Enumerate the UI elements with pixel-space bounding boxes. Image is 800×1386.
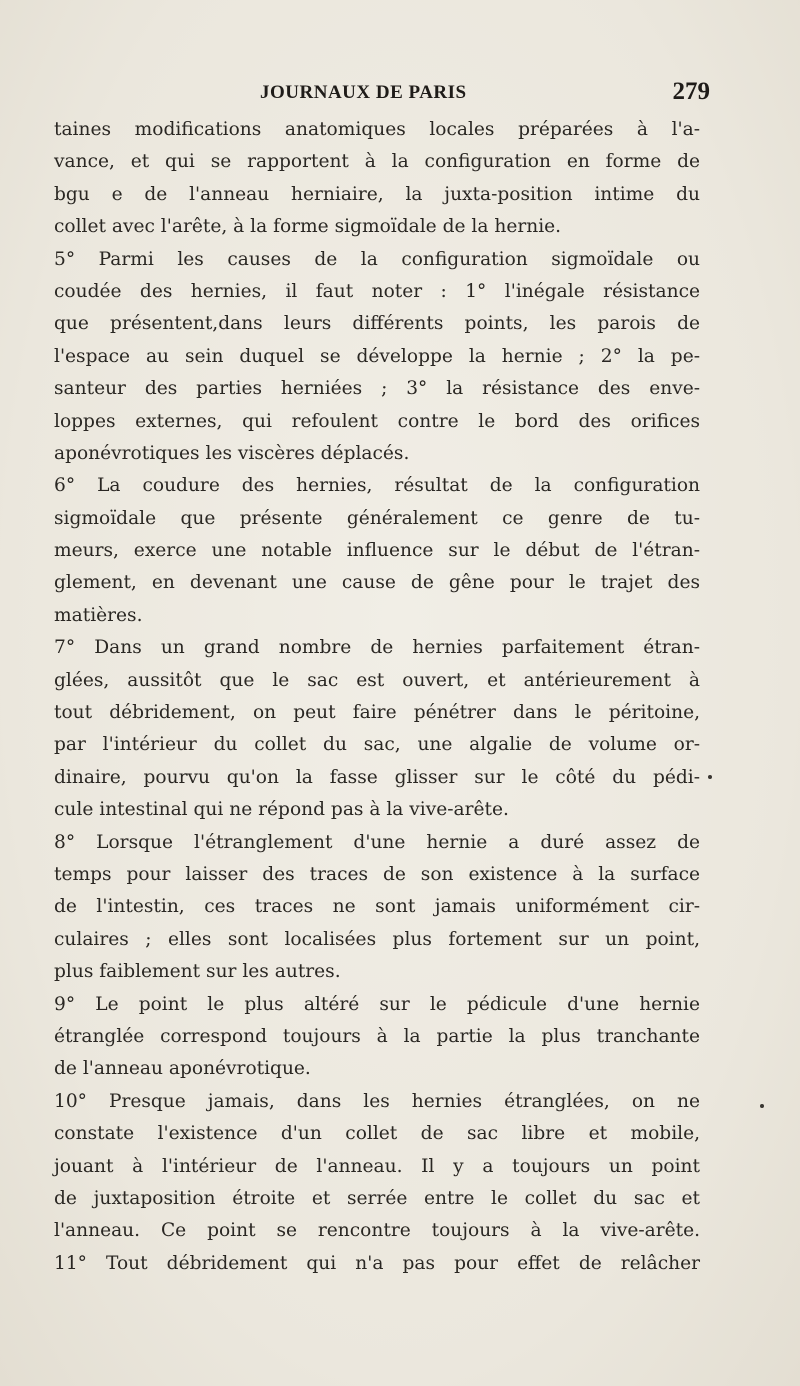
text-line: matières.	[54, 604, 143, 626]
text-line: 9° Le point le plus altéré sur le pédicule d'une hernie	[54, 993, 700, 1015]
text-line: bgu e de l'anneau herniaire, la juxta-position intime du	[54, 183, 700, 205]
text-line: glées, aussitôt que le sac est ouvert, et antérieurement à	[54, 669, 700, 691]
text-line: glement, en devenant une cause de gêne pour le trajet des	[54, 572, 700, 594]
text-line: 7° Dans un grand nombre de hernies parfaitement étran-	[54, 637, 700, 659]
text-line: 10° Presque jamais, dans les hernies étranglées, on ne	[54, 1090, 700, 1112]
page-number: 279	[672, 78, 710, 105]
text-line: 8° Lorsque l'étranglement d'une hernie a duré assez de	[54, 831, 700, 853]
text-line: temps pour laisser des traces de son existence à la surface	[54, 863, 700, 885]
margin-speck	[760, 1104, 764, 1108]
text-line: que présentent,dans leurs différents points, les parois de	[54, 313, 700, 335]
running-head: JOURNAUX DE PARIS	[260, 82, 467, 103]
body-text	[54, 114, 700, 1280]
text-line: collet avec l'arête, à la forme sigmoïdale de la hernie.	[54, 216, 562, 238]
text-line: 6° La coudure des hernies, résultat de la configuration	[54, 475, 700, 497]
text-line: constate l'existence d'un collet de sac libre et mobile,	[54, 1123, 700, 1145]
text-line: l'espace au sein duquel se développe la hernie ; 2° la pe-	[54, 345, 700, 367]
text-line: 5° Parmi les causes de la configuration sigmoïdale ou	[54, 248, 700, 270]
text-line: de l'intestin, ces traces ne sont jamais uniformément cir-	[54, 896, 700, 918]
text-line: tout débridement, on peut faire pénétrer dans le péritoine,	[54, 702, 700, 724]
text-line: cule intestinal qui ne répond pas à la vive-arête.	[54, 799, 509, 821]
text-line: dinaire, pourvu qu'on la fasse glisser sur le côté du pédi-	[54, 766, 700, 788]
text-line: de l'anneau aponévrotique.	[54, 1058, 311, 1080]
text-line: meurs, exerce une notable influence sur le début de l'étran-	[54, 540, 700, 562]
text-line: coudée des hernies, il faut noter : 1° l'inégale résistance	[54, 280, 700, 302]
text-line: santeur des parties herniées ; 3° la résistance des enve-	[54, 378, 700, 400]
text-line: taines modifications anatomiques locales préparées à l'a-	[54, 119, 700, 140]
text-line: de juxtaposition étroite et serrée entre le collet du sac et	[54, 1187, 700, 1209]
text-line: sigmoïdale que présente généralement ce genre de tu-	[54, 507, 700, 529]
page-header	[50, 78, 710, 112]
text-line: aponévrotiques les viscères déplacés.	[54, 442, 410, 464]
text-line: étranglée correspond toujours à la partie la plus tranchante	[54, 1025, 700, 1047]
text-line: jouant à l'intérieur de l'anneau. Il y a toujours un point	[54, 1155, 700, 1177]
text-line: culaires ; elles sont localisées plus fortement sur un point,	[54, 928, 700, 950]
text-line: l'anneau. Ce point se rencontre toujours à la vive-arête.	[54, 1220, 700, 1242]
text-line: loppes externes, qui refoulent contre le bord des orifices	[54, 410, 700, 432]
text-line: 11° Tout débridement qui n'a pas pour effet de relâcher	[54, 1252, 700, 1274]
text-line: par l'intérieur du collet du sac, une algalie de volume or-	[54, 734, 700, 756]
text-line: vance, et qui se rapportent à la configuration en forme de	[54, 151, 700, 173]
text-line: plus faiblement sur les autres.	[54, 961, 341, 983]
margin-speck	[708, 775, 712, 779]
